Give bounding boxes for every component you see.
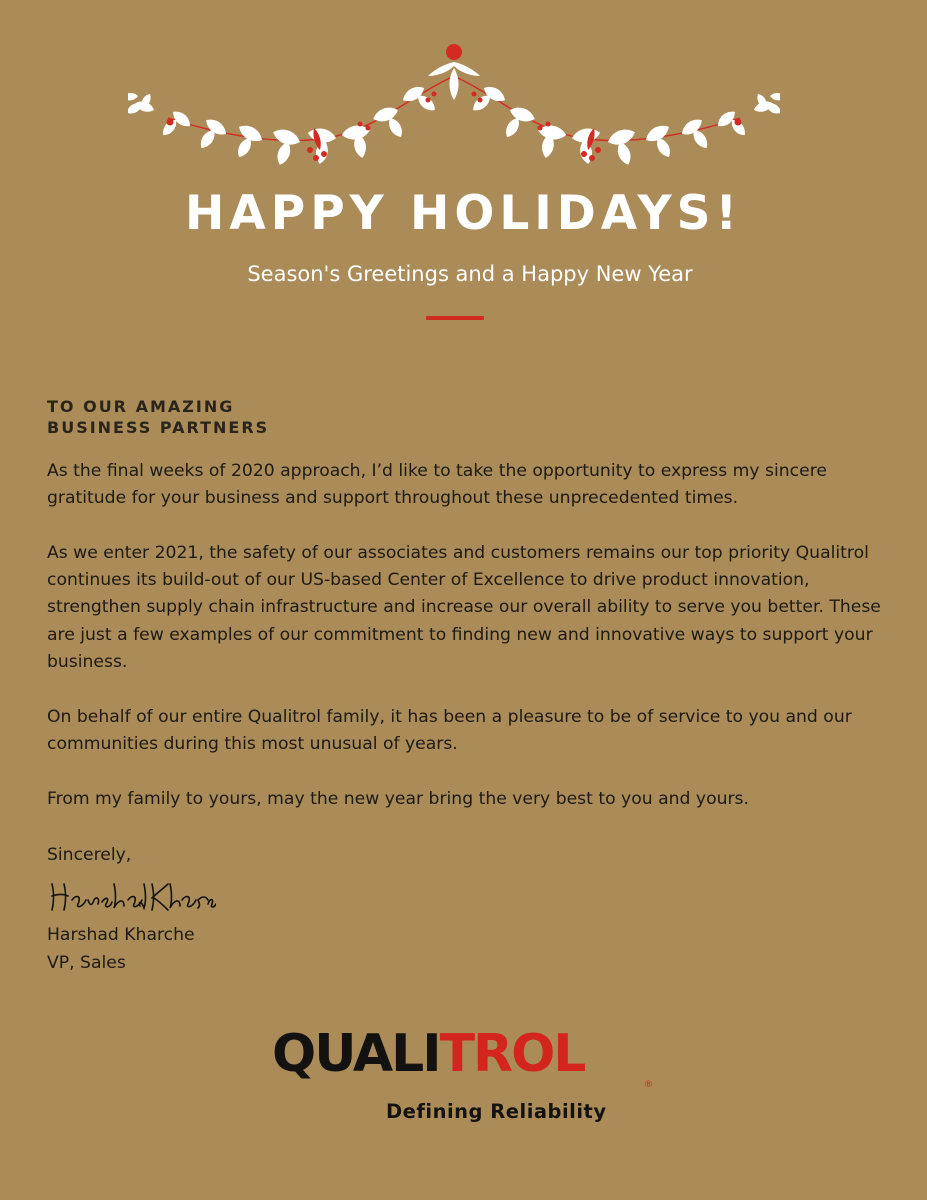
logo-tagline: Defining Reliability: [386, 1100, 607, 1123]
logo-wordmark: [272, 1024, 585, 1084]
letter-paragraph: As we enter 2021, the safety of our associates and customers remains our top priority Qualitrol continues its build-out of our US-based Center of Excellence to drive product innovation, strengthen supply chain infrastructure and increase our overall ability to serve you better. These are just a few examples of our commitment to finding new and innovative ways to support your business.: [47, 542, 881, 673]
holly-garland-icon: [128, 38, 780, 168]
signer-block: [47, 922, 195, 977]
signature-text: Harshad Kharche: [48, 876, 57, 877]
letter-paragraph: From my family to yours, may the new year bring the very best to you and yours.: [47, 788, 749, 809]
letter-paragraph: On behalf of our entire Qualitrol family, it has been a pleasure to be of service to you and our communities during this most unusual of years.: [47, 706, 852, 754]
registered-mark: ®: [644, 1080, 653, 1090]
signer-name: Harshad Kharche: [47, 925, 195, 945]
page-subtitle: Season's Greetings and a Happy New Year: [247, 262, 693, 286]
letter-closing: Sincerely,: [47, 845, 132, 865]
signer-title: VP, Sales: [47, 952, 126, 973]
letter-body: [47, 458, 897, 840]
company-logo: [272, 1024, 664, 1128]
letter-salutation: TO OUR AMAZING BUSINESS PARTNERS: [47, 397, 270, 437]
title-divider: [426, 316, 484, 320]
logo-word-black: QUALI: [272, 1024, 440, 1084]
letter-paragraph: As the final weeks of 2020 approach, I’d like to take the opportunity to express my sincere gratitude for your business and support throughout these unprecedented times.: [47, 461, 827, 509]
logo-word-red: TROL: [439, 1024, 585, 1084]
page-title: HAPPY HOLIDAYS!: [185, 186, 742, 241]
handwritten-signature: [48, 876, 216, 916]
